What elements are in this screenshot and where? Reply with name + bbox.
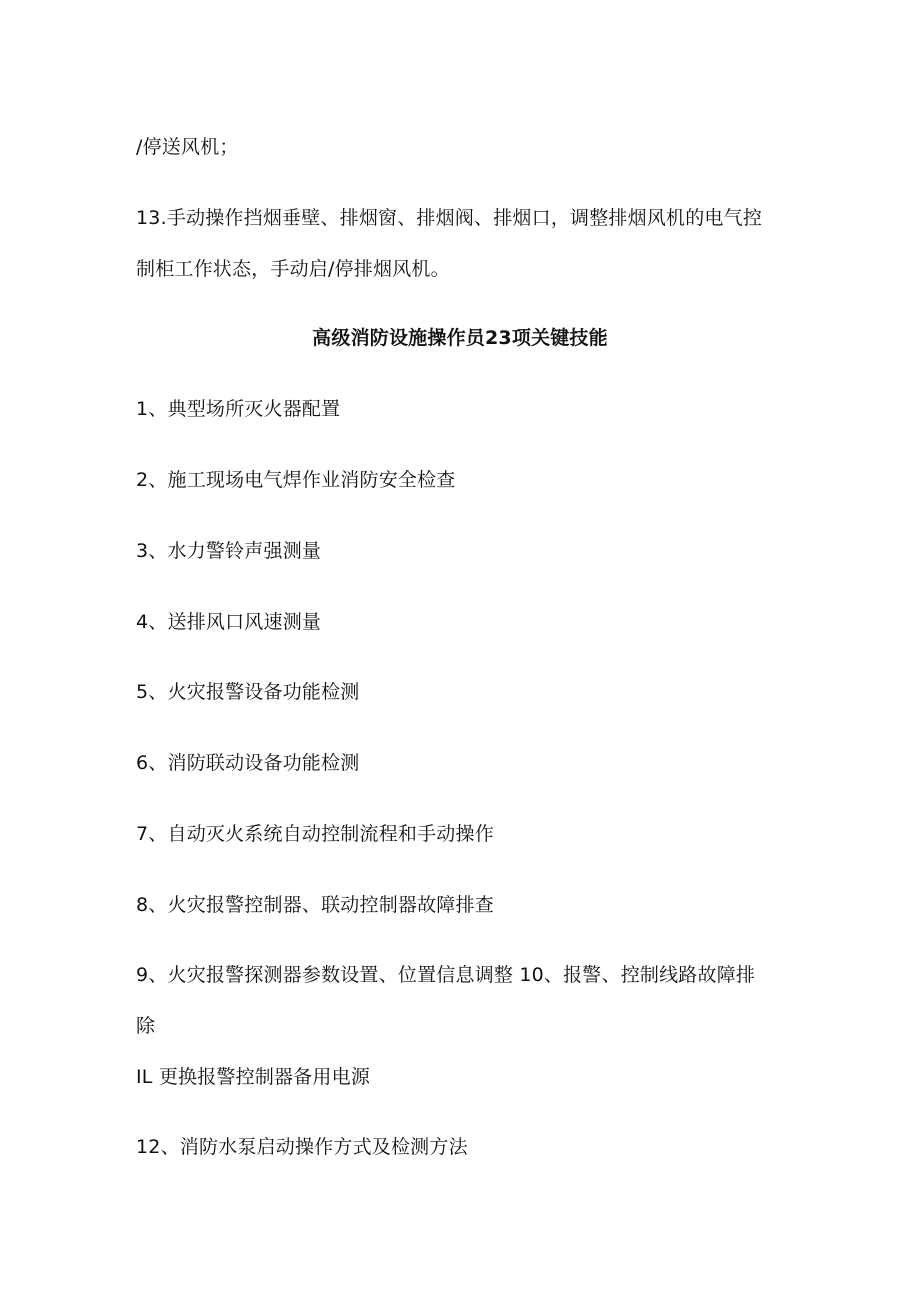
skill-item-2: 2、施工现场电气焊作业消防安全检查	[136, 469, 456, 491]
item-13-line-2: 制柜工作状态，手动启/停排烟风机。	[136, 258, 450, 280]
fragment-line: /停送风机；	[136, 136, 239, 158]
skill-item-4: 4、送排风口风速测量	[136, 611, 322, 633]
skill-item-9-continuation: 除	[136, 1015, 156, 1037]
skill-item-11: IL 更换报警控制器备用电源	[136, 1066, 371, 1088]
skill-item-8: 8、火灾报警控制器、联动控制器故障排查	[136, 894, 494, 916]
skill-item-12: 12、消防水泵启动操作方式及检测方法	[136, 1136, 468, 1158]
skill-item-6: 6、消防联动设备功能检测	[136, 752, 360, 774]
section-title: 高级消防设施操作员23项关键技能	[312, 327, 608, 349]
skill-item-9: 9、火灾报警探测器参数设置、位置信息调整 10、报警、控制线路故障排	[136, 964, 756, 986]
skill-item-7: 7、自动灭火系统自动控制流程和手动操作	[136, 823, 494, 845]
skill-item-3: 3、水力警铃声强测量	[136, 540, 322, 562]
skill-item-5: 5、火灾报警设备功能检测	[136, 681, 360, 703]
item-13-line-1: 13.手动操作挡烟垂壁、排烟窗、排烟阀、排烟口，调整排烟风机的电气控	[136, 207, 763, 229]
skill-item-1: 1、典型场所灭火器配置	[136, 398, 341, 420]
